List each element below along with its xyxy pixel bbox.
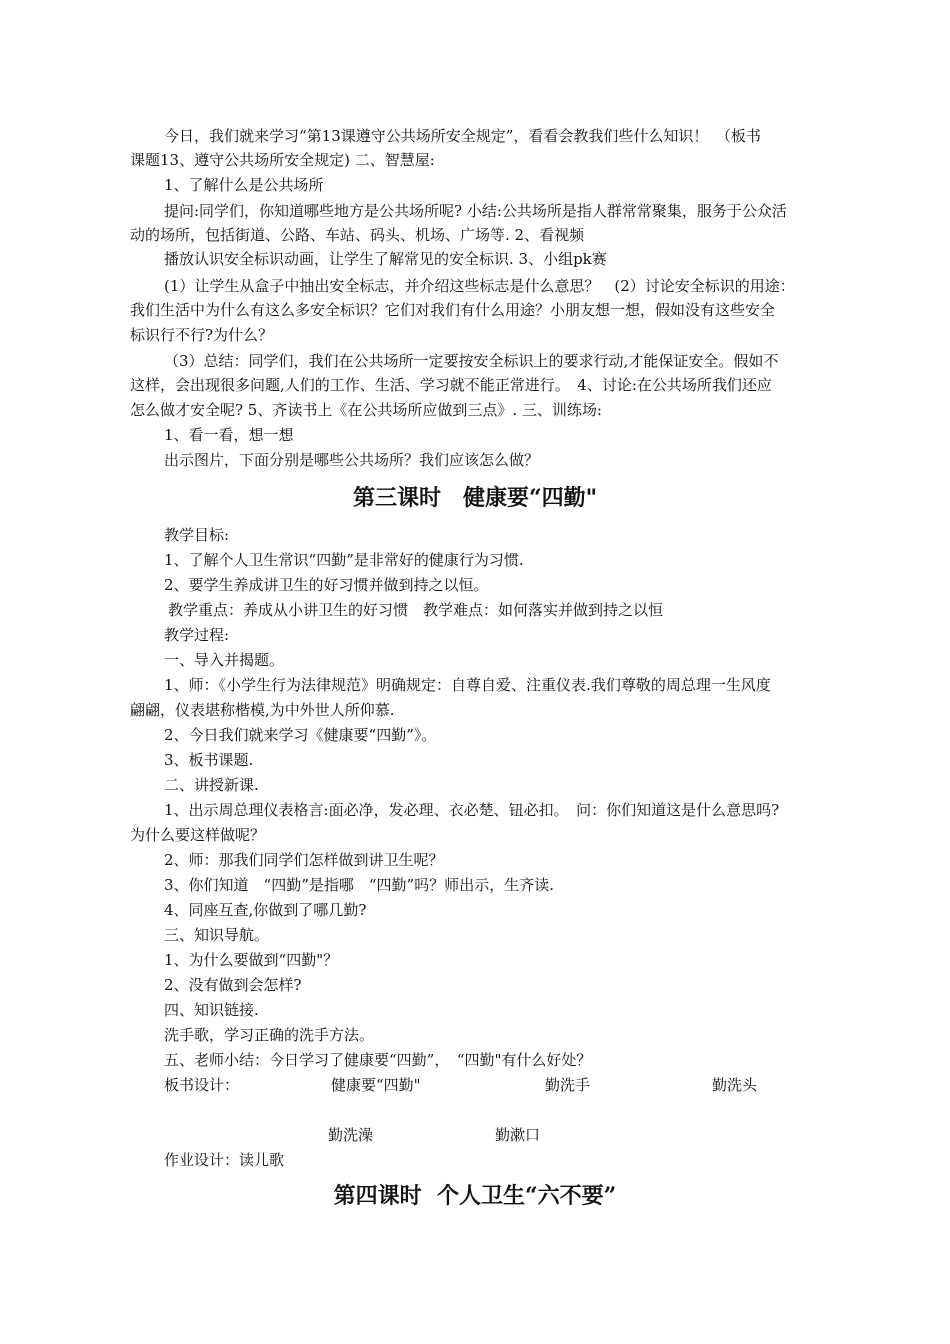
paragraph-line: 一、导入并揭题。 <box>164 651 285 669</box>
paragraph-line: 动的场所，包括街道、公路、车站、码头、机场、广场等. 2、看视频 <box>130 226 585 244</box>
paragraph-line: 课题13、遵守公共场所安全规定) 二、智慧屋: <box>130 151 435 169</box>
paragraph-line: 五、老师小结：今日学习了健康要“四勤”， “四勤"有什么好处？ <box>164 1051 592 1069</box>
paragraph-line: 2、要学生养成讲卫生的好习惯并做到持之以恒。 <box>164 576 489 594</box>
paragraph-line: 这样，会出现很多问题,人们的工作、生活、学习就不能正常进行。 4、讨论:在公共场所我们还应 <box>130 376 772 394</box>
paragraph-line: 3、板书课题. <box>164 751 254 769</box>
paragraph-line: （3）总结：同学们，我们在公共场所一定要按安全标识上的要求行动,才能保证安全。假如不 <box>164 352 779 370</box>
paragraph-line: 1、看一看，想一想 <box>164 426 294 444</box>
paragraph-line: 今日，我们就来学习“第13课遵守公共场所安全规定”，看看会教我们些什么知识！ （板书 <box>164 127 761 145</box>
paragraph-line: 1、师：《小学生行为法律规范》明确规定：自尊自爱、注重仪表.我们尊敬的周总理一生风度 <box>164 676 771 694</box>
paragraph-line: 翩翩，仪表堪称楷模,为中外世人所仰慕. <box>130 701 395 719</box>
paragraph-line: 三、知识导航。 <box>164 926 270 944</box>
paragraph-line: 3、你们知道 “四勤”是指哪 “四勤”吗？师出示，生齐读. <box>164 876 554 894</box>
paragraph-line: 为什么要这样做呢？ <box>130 826 266 844</box>
paragraph-line: 二、讲授新课. <box>164 776 259 794</box>
paragraph-line: 我们生活中为什么有这么多安全标识？它们对我们有什么用途？小朋友想一想，假如没有这些安全 <box>130 301 776 319</box>
board-design-item: 勤洗手 <box>545 1076 591 1094</box>
paragraph-line: 提问:同学们，你知道哪些地方是公共场所呢? 小结:公共场所是指人群常常聚集，服务于公众活 <box>164 202 787 220</box>
paragraph-line: 2、师：那我们同学们怎样做到讲卫生呢？ <box>164 851 444 869</box>
board-design-item: 勤洗澡 <box>328 1126 374 1144</box>
paragraph-line: 播放认识安全标识动画，让学生了解常见的安全标识. 3、小组pk赛 <box>164 250 607 268</box>
board-design-title: 健康要“四勤" <box>331 1076 421 1094</box>
paragraph-line: 1、为什么要做到“四勤"？ <box>164 951 339 969</box>
paragraph-line: 洗手歌，学习正确的洗手方法。 <box>164 1026 375 1044</box>
paragraph-line: 1、了解个人卫生常识“四勤”是非常好的健康行为习惯. <box>164 551 524 569</box>
homework-line: 作业设计：读儿歌 <box>164 1151 285 1169</box>
paragraph-line: 教学重点：养成从小讲卫生的好习惯 教学难点：如何落实并做到持之以恒 <box>168 601 664 619</box>
board-design-item: 勤漱口 <box>495 1126 541 1144</box>
paragraph-line: 教学目标: <box>164 526 230 544</box>
paragraph-line: 1、了解什么是公共场所 <box>164 176 324 194</box>
paragraph-line: 2、今日我们就来学习《健康要“四勤”》。 <box>164 726 437 744</box>
paragraph-line: 标识行不行?为什么？ <box>130 326 274 344</box>
paragraph-line: 教学过程: <box>164 626 230 644</box>
paragraph-line: 1、出示周总理仪表格言:面必净，发必理、衣必楚、钮必扣。 问：你们知道这是什么意思吗? <box>164 801 780 819</box>
paragraph-line: 出示图片，下面分别是哪些公共场所？我们应该怎么做？ <box>164 451 540 469</box>
board-design-label: 板书设计： <box>164 1076 240 1094</box>
paragraph-line: 怎么做才安全呢? 5、齐读书上《在公共场所应做到三点》. 三、训练场: <box>130 401 602 419</box>
paragraph-line: 2、没有做到会怎样? <box>164 976 302 994</box>
paragraph-line: (1）让学生从盒子中抽出安全标志，并介绍这些标志是什么意思？ (2）讨论安全标识的用途： <box>164 277 795 295</box>
paragraph-line: 4、同座互查,你做到了哪几勤? <box>164 901 367 919</box>
board-design-item: 勤洗头 <box>712 1076 758 1094</box>
lesson-3-heading: 第三课时 健康要“四勤" <box>352 485 598 511</box>
lesson-4-heading: 第四课时 个人卫生“六不要” <box>333 1183 617 1209</box>
paragraph-line: 四、知识链接. <box>164 1001 259 1019</box>
